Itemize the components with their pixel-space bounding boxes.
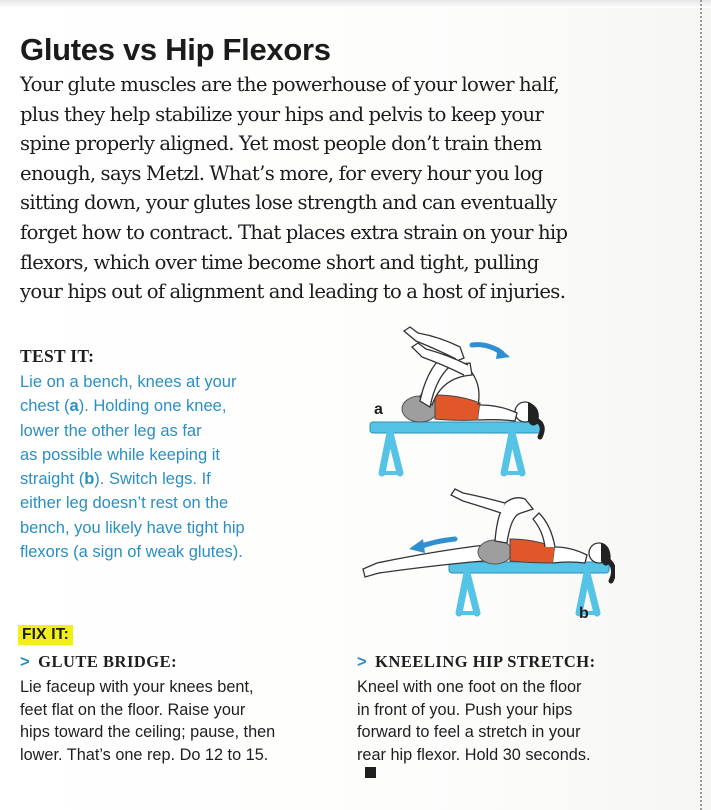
kneeling-hip-stretch-section xyxy=(357,652,687,778)
intro-line: forget how to contract. That places extra strain on your hip xyxy=(20,220,568,244)
test-line: Lie on a bench, knees at your xyxy=(20,373,237,391)
label-b: b xyxy=(579,605,589,622)
kneeling-stretch-heading xyxy=(357,652,687,676)
label-a: a xyxy=(374,401,383,418)
orange-top xyxy=(435,395,480,420)
test-text: straight ( xyxy=(20,470,85,489)
heading-text: KNEELING HIP STRETCH: xyxy=(375,652,596,671)
test-it-label: TEST IT: xyxy=(20,346,95,366)
body-line: feet flat on the floor. Raise your xyxy=(20,700,246,719)
body-line: Lie faceup with your knees bent, xyxy=(20,678,254,696)
illustration-position-b xyxy=(355,485,615,625)
step-b-ref: b xyxy=(84,470,95,489)
heading-text: GLUTE BRIDGE: xyxy=(38,652,178,671)
body-line xyxy=(357,744,687,778)
intro-line: flexors, which over time become short and tight, pulling xyxy=(20,250,539,274)
fix-it-badge: FIX IT: xyxy=(18,625,73,645)
glute-bridge-heading xyxy=(20,652,320,676)
glute-bridge-body xyxy=(20,676,320,767)
test-line: as possible while keeping it xyxy=(20,445,220,464)
test-line: bench, you likely have tight hip xyxy=(20,518,245,537)
bench-leg xyxy=(459,573,477,613)
intro-line: your hips out of alignment and leading to a host of injuries. xyxy=(20,280,566,304)
intro-line: Your glute muscles are the powerhouse of your lower half, xyxy=(20,73,560,96)
glute-bridge-section xyxy=(20,652,320,767)
intro-line: spine properly aligned. Yet most people don’t train them xyxy=(20,132,542,156)
motion-arrow xyxy=(419,539,455,547)
article-title: Glutes vs Hip Flexors xyxy=(20,32,331,67)
body-line: in front of you. Push your hips xyxy=(357,700,573,719)
test-text: chest ( xyxy=(20,397,70,416)
test-line xyxy=(20,467,320,491)
top-shadow xyxy=(0,0,711,8)
end-square-icon xyxy=(365,767,376,778)
intro-line: enough, says Metzl. What’s more, for every hour you log xyxy=(20,161,543,185)
bench-leg xyxy=(504,433,522,473)
column-divider xyxy=(700,0,702,810)
body-line: lower. That’s one rep. Do 12 to 15. xyxy=(20,746,269,765)
intro-line: plus they help stabilize your hips and pelvis to keep your xyxy=(20,102,544,126)
test-line: flexors (a sign of weak glutes). xyxy=(20,543,243,562)
kneeling-stretch-body xyxy=(357,676,687,778)
chevron-right-icon: > xyxy=(20,653,31,671)
bench-top xyxy=(370,422,542,433)
test-line: either leg doesn’t rest on the xyxy=(20,494,229,513)
body-line: Kneel with one foot on the floor xyxy=(357,678,582,696)
test-it-instructions xyxy=(20,370,320,564)
test-text: ). Holding one knee, xyxy=(78,397,227,416)
test-line xyxy=(20,394,320,418)
chevron-right-icon: > xyxy=(357,653,368,671)
intro-line: sitting down, your glutes lose strength and can eventually xyxy=(20,191,557,215)
body-line: hips toward the ceiling; pause, then xyxy=(20,723,276,742)
test-line: lower the other leg as far xyxy=(20,421,202,440)
intro-paragraph xyxy=(20,70,640,307)
bench-leg xyxy=(382,433,400,473)
test-text: ). Switch legs. If xyxy=(94,470,211,489)
body-text: rear hip flexor. Hold 30 seconds. xyxy=(357,746,591,765)
body-line: forward to feel a stretch in your xyxy=(357,723,581,742)
illustration-position-a xyxy=(360,325,570,485)
step-a-ref: a xyxy=(69,397,79,416)
